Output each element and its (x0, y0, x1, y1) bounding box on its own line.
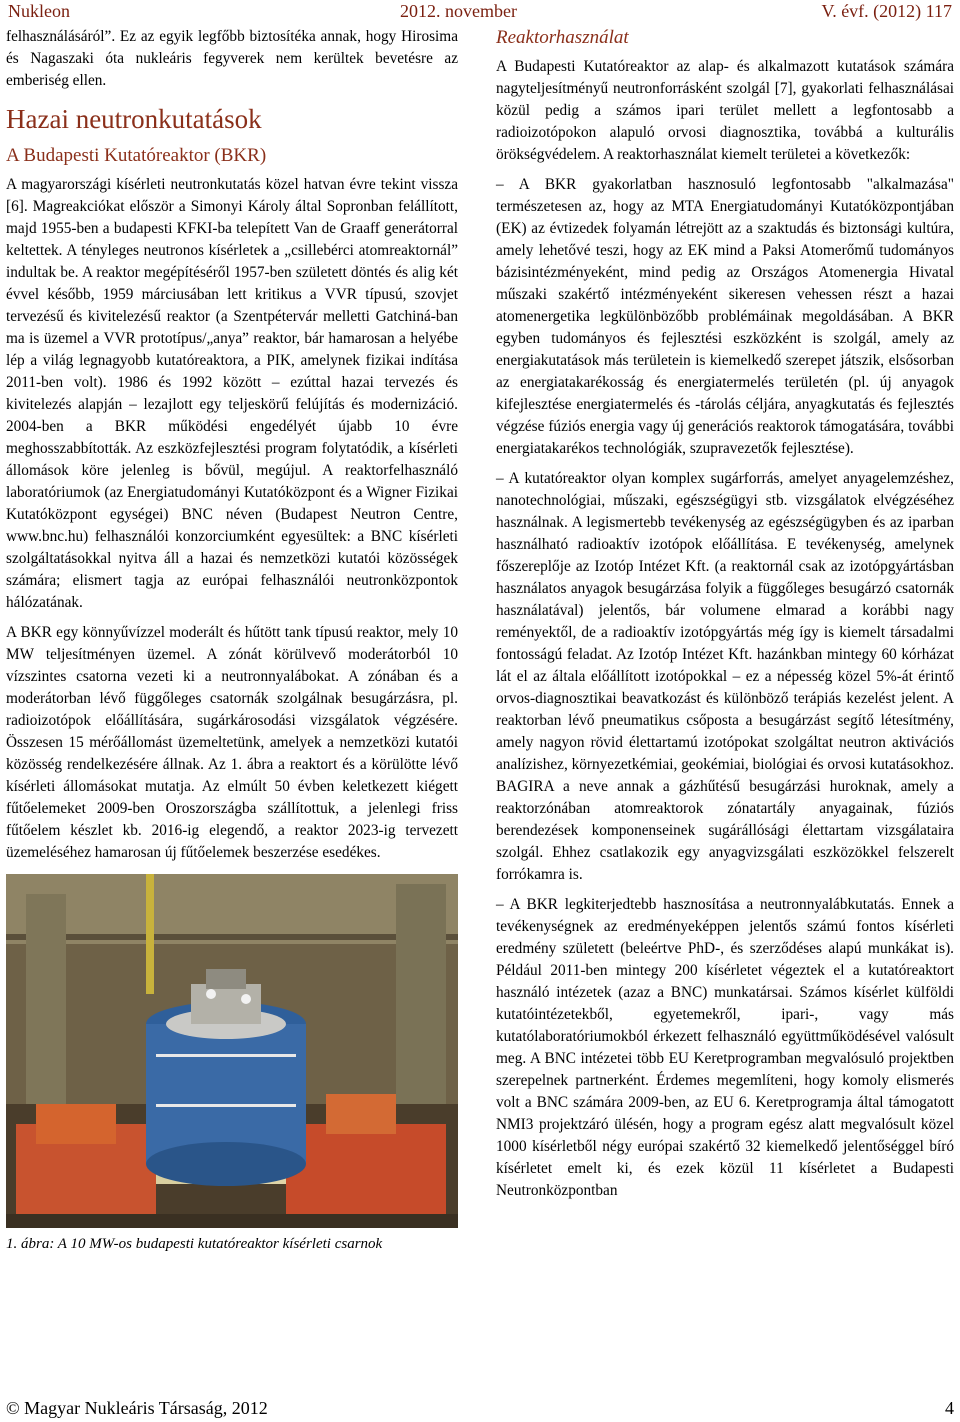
figure-caption: 1. ábra: A 10 MW-os budapesti kutatóreaktor kísérleti csarnok (6, 1236, 383, 1252)
issue-date: 2012. november (400, 1, 517, 21)
use-item-isotopes: – A kutatóreaktor olyan komplex sugárforrás, amelyet anyagelemzéshez, nanotechnológiai, műszaki, egészségügyi stb. vizsgálatok elvégzéséhez használnak. A legismertebb tevékenység az egészségügyben és az iparban használható radioaktív izotópok előállítása. E tevékenység, amelynek főszereplője az Izotóp Intézet Kft. (a reaktornál csak az izotópgyártásban használatos anyagok besugárzása folyik a függőleges besugárzó csatornák használatával) jelentős, bár volumene elmarad a korábbi nagy reményektől, de a radioaktív izotópgyártás még így is kiemelt társadalmi fontosságú feladat. Az Izotóp Intézet Kft. hazánkban mintegy 60 kórházat lát el az általa előállított izotópokkal – ez a népesség közel 5%-át érintő orvos-diagnosztikai beavatkozást és különböző terápiás kezelést jelent. A reaktorban lévő pneumatikus csőposta a besugárzást segítő létesítmény, amely nagyon rövid élettartamú izotópokat szolgáltat neutron aktivációs analízishez, környezetkémiai, geokémiai, biológiai és orvosi kutatásokhoz. BAGIRA a neve annak a gázhűtésű besugárzási huroknak, amely a reaktorzónában atomreaktorok zónatartály anyagainak, fúziós berendezések komponenseinek sugárállósági élettartam vizsgálataira szolgál. Ehhez csatlakozik egy anyagvizsgálati eszközökkel felszerelt forrókamra is. (496, 470, 954, 883)
page-header (0, 0, 960, 22)
journal-name: Nukleon (8, 0, 70, 21)
intro-paragraph: felhasználásáról”. Ez az egyik legfőbb biztosítéka annak, hogy Hirosima és Nagaszaki óta nukleáris fegyverek nem kerültek bevetésre az emberiség ellen. (6, 28, 458, 89)
use-item-neutron-beams: – A BKR legkiterjedtebb hasznosítása a neutronnyalábkutatás. Ennek a tevékenységnek az eredményeképpen jelentős számú fontos kísérleti eredmény született (beleértve PhD-, és szerződéses alapú munkákat is). Például 2011-ben mintegy 200 kísérletet végeztek el a kutatóreaktort használó intézetek (azaz a BNC) munkatársai. Számos kísérlet külföldi kutatóintézetekből, egyetemekről, ipari-, vagy más kutatólaboratóriumokból érkezett felhasználó együttműködésével valósult meg. A BNC intézetei több EU Keretprogramban megvalósuló projektben szerepelnek partnerként. Érdemes megemlíteni, hogy komoly elismerés volt a BNC számára 2009-ben, az EU 6. Keretprogramja által támogatott NMI3 projektzáró ülésén, hogy a program egész alatt megvalósult közel 1000 kísérletből négy európai szakértő 32 kiemelkedő jelentőséggel bíró kísérletet emelt ki, és ezek közül 11 kísérletet a Budapesti Neutronközpontban (496, 896, 954, 1199)
page-footer (0, 1394, 960, 1422)
volume-page: V. évf. (2012) 117 (821, 0, 952, 21)
page-number: 4 (945, 1397, 954, 1418)
section-heading: Hazai neutronkutatások (6, 104, 262, 134)
left-column (6, 26, 458, 1254)
reactor-hall-photo (6, 874, 458, 1228)
right-column (496, 26, 954, 1210)
reactor-paragraph: A BKR egy könnyűvízzel moderált és hűtött tank típusú reaktor, mely 10 MW teljesítményen üzemel. A zónát körülvevő moderátorból 10 vízszintes csatorna vezeti ki a neutronnyalábokat. A zónában és a moderátorban lévő függőleges csatornák szolgálnak besugárzásra, pl. radioizotópok előállítására, sugárkárosodási vizsgálatok végzésére. Összesen 15 mérőállomást üzemeltetünk, amelyek a nemzetközi kutatói közösség rendelkezésére állnak. Az 1. ábra a reaktort és a körülötte lévő kísérleti állomásokat mutatja. Az elmúlt 50 évben keletkezett kiégett fűtőelemeket 2009-ben Oroszországba szállítottuk, a jelenlegi friss fűtőelem készlet kb. 2016-ig elegendő, a reaktor 2023-ig tervezett üzemeléséhez hamarosan új fűtőelemek beszerzése esedékes. (6, 624, 458, 861)
use-item-energy: – A BKR gyakorlatban hasznosuló legfontosabb "alkalmazása" természetesen az, hogy az MTA Energiatudományi Kutatóközpontjában (EK) az évtizedek folyamán létrejött az a szaktudás és biztonsági kultúra, amely lehetővé teszi, hogy az EK mind a Paksi Atomerőmű tudományos bázisintézményeként, mind pedig az Országos Atomenergia Hivatal műszaki szakértő intézményeként sikeresen vehessen részt a hazai atomenergetika legkülönbözőbb problémáinak megoldásában. A BKR egyben tudományos és fejlesztési eszközként is szolgál, amely az energiakutatások más területein is kiemelkedő szerepet játszik, elsősorban az energiatakarékosság és energiatermelés területén (pl. új anyagok kifejlesztése energiatermelés és -tárolás céljára, anyagkutatás és fejlesztés végzése fúziós energia vagy új generációs reaktorok támogatására, további energiatakarékos technológiák, szupravezetők fejlesztése). (496, 176, 954, 457)
copyright: © Magyar Nukleáris Társaság, 2012 (6, 1397, 268, 1418)
subsection-heading: A Budapesti Kutatóreaktor (BKR) (6, 145, 267, 166)
use-intro-paragraph: A Budapesti Kutatóreaktor az alap- és alkalmazott kutatások számára nagyteljesítményű neutronforrásként szolgál [7], gyakorlati felhasználásai közül pedig a számos ipari terület mellett a legfontosabb a radioizotópokon alapuló orvosi diagnosztika, továbbá a kulturális örökségvédelem. A reaktorhasználat kiemelt területei a következők: (496, 58, 954, 163)
reactor-use-heading: Reaktorhasználat (496, 27, 629, 48)
history-paragraph: A magyarországi kísérleti neutronkutatás közel hatvan évre tekint vissza [6]. Magreakciókat először a Simonyi Károly által Sopronban felállított, majd 1955-ben a budapesti KFKI-ba telepített Van de Graaff generátorral keltettek. A tényleges neutronos kísérletek a „csillebérci atomreaktornál” indultak be. A reaktor megépítéséről 1957-ben született döntés és alig két évvel később, 1959 márciusában lett kritikus a VVR típusú, szovjet tervezésű és kivitelezésű reaktor (a Szentpétervár melletti Gatchiná-ban ma is üzemel a VVR prototípus/„anya” reaktor, bár hamarosan a helyébe lép a világ legnagyobb kutatóreaktora, a PIK, amelynek fizikai indítása 2011-ben volt). 1986 és 1992 között – ezúttal hazai tervezés és kivitelezés alapján – lezajlott egy teljeskörű felújítás és modernizáció. 2004-ben a BKR működési engedélyét újabb 10 évre meghosszabbították. Az eszközfejlesztési program folytatódik, a kísérleti állomások köre jelenleg is bővül, megújul. A reaktorfelhasználó laboratóriumok (az Energiatudományi Kutatóközpont és a Wigner Fizikai Kutatóközpont egységei) BNC néven (Budapest Neutron Centre, www.bnc.hu) felhasználói konzorciumként egyesültek: a BNC kísérleti szolgáltatásokkal nyitva áll a hazai és nemzetközi kutatói közösségek számára; elismert tagja az európai felhasználói neutronközpontok hálózatának. (6, 176, 458, 611)
reactor-hall-illustration (6, 874, 458, 1228)
